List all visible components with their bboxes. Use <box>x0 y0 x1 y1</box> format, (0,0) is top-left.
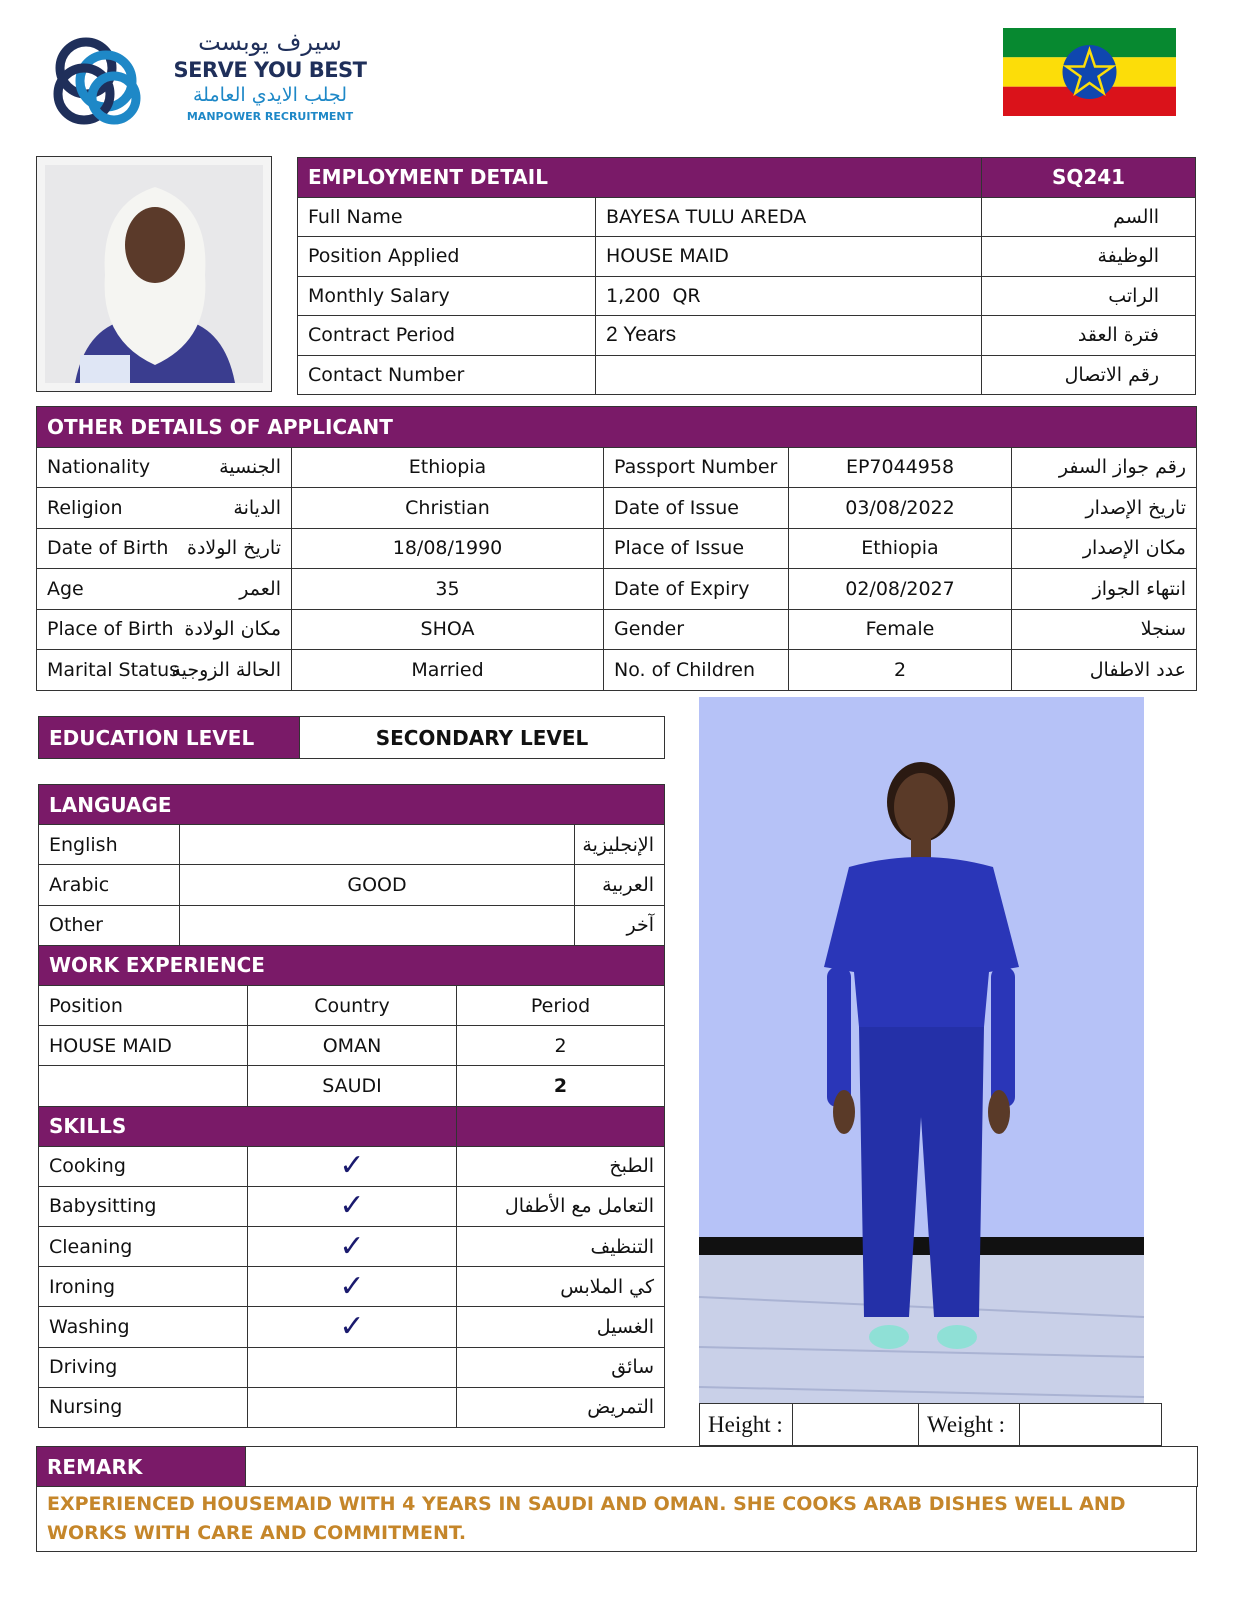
skill-arabic-label: التمريض <box>457 1387 665 1427</box>
work-period: 2 <box>457 1066 665 1106</box>
row-value: 35 <box>292 569 604 610</box>
skill-check-cell <box>248 1267 457 1307</box>
checkmark-icon: ✓ <box>339 1268 365 1304</box>
work-experience-header: WORK EXPERIENCE <box>39 945 665 985</box>
skill-check-cell <box>248 1347 457 1387</box>
employment-header: EMPLOYMENT DETAIL <box>298 158 982 198</box>
row-arabic-label: رقم الاتصال <box>982 355 1196 395</box>
language-header: LANGUAGE <box>39 785 665 825</box>
weight-label: Weight : <box>919 1404 1020 1446</box>
skill-label: Washing <box>39 1307 248 1347</box>
language-value: GOOD <box>180 865 575 905</box>
row-arabic-label-2: انتهاء الجواز <box>1012 569 1197 610</box>
row-value-2: 02/08/2027 <box>789 569 1012 610</box>
work-position: HOUSE MAID <box>39 1026 248 1066</box>
height-weight-table <box>699 1403 1162 1446</box>
skill-label: Driving <box>39 1347 248 1387</box>
table-row <box>39 865 665 905</box>
row-value-2: Female <box>789 609 1012 650</box>
remark-header: REMARK <box>37 1447 246 1487</box>
row-arabic-label: الديانة <box>166 488 292 529</box>
row-value: Christian <box>292 488 604 529</box>
education-header: EDUCATION LEVEL <box>39 717 300 759</box>
skill-check-cell <box>248 1387 457 1427</box>
row-value-2: 03/08/2022 <box>789 488 1012 529</box>
row-label-2: No. of Children <box>604 650 789 691</box>
row-arabic-label: الحالة الزوجية <box>166 650 292 691</box>
skill-check-cell <box>248 1146 457 1186</box>
language-arabic-label: العربية <box>575 865 665 905</box>
language-work-skills-table <box>38 784 665 1428</box>
row-label: Nationality <box>37 447 166 488</box>
skill-check-cell <box>248 1227 457 1267</box>
row-value: HOUSE MAID <box>596 237 982 277</box>
language-value <box>180 905 575 945</box>
skill-label: Nursing <box>39 1387 248 1427</box>
language-label: Arabic <box>39 865 180 905</box>
table-row <box>37 447 1197 488</box>
flag-icon <box>1003 28 1176 116</box>
row-label-2: Date of Issue <box>604 488 789 529</box>
table-row <box>39 985 665 1025</box>
work-position <box>39 1066 248 1106</box>
row-arabic-label-2: رقم جواز السفر <box>1012 447 1197 488</box>
row-arabic-label: الراتب <box>982 276 1196 316</box>
other-details-header: OTHER DETAILS OF APPLICANT <box>37 407 1197 448</box>
logo-arabic-subtitle: لجلب الايدي العاملة <box>192 84 347 106</box>
row-arabic-label-2: تاريخ الإصدار <box>1012 488 1197 529</box>
remark-header-blank <box>246 1447 1198 1487</box>
employment-detail-table <box>297 157 1196 395</box>
row-value: 2 Years <box>596 316 982 356</box>
skill-arabic-label: الطبخ <box>457 1146 665 1186</box>
skills-header-blank <box>457 1106 665 1146</box>
row-label: Full Name <box>298 197 596 237</box>
remark-text: EXPERIENCED HOUSEMAID WITH 4 YEARS IN SAUDI AND OMAN. SHE COOKS ARAB DISHES WELL AND WORKS WITH CARE AND COMMITMENT. <box>36 1486 1197 1552</box>
row-value: 1,200 QR <box>596 276 982 316</box>
work-country: SAUDI <box>248 1066 457 1106</box>
table-row <box>39 1186 665 1226</box>
skill-check-cell <box>248 1186 457 1226</box>
work-period: 2 <box>457 1026 665 1066</box>
skill-arabic-label: كي الملابس <box>457 1267 665 1307</box>
row-label: Age <box>37 569 166 610</box>
skill-label: Babysitting <box>39 1186 248 1226</box>
logo-arabic-title: سيرف يوبست <box>198 28 342 56</box>
table-row <box>37 609 1197 650</box>
row-label: Place of Birth <box>37 609 166 650</box>
table-row <box>39 1387 665 1427</box>
row-label-2: Gender <box>604 609 789 650</box>
language-label: Other <box>39 905 180 945</box>
row-label-2: Place of Issue <box>604 528 789 569</box>
table-row <box>39 1347 665 1387</box>
row-label: Contract Period <box>298 316 596 356</box>
skill-arabic-label: التعامل مع الأطفال <box>457 1186 665 1226</box>
work-column-country: Country <box>248 985 457 1025</box>
row-arabic-label: فترة العقد <box>982 316 1196 356</box>
row-label: Monthly Salary <box>298 276 596 316</box>
applicant-full-body-photo <box>699 697 1144 1403</box>
row-value-2: Ethiopia <box>789 528 1012 569</box>
table-row <box>298 355 1196 395</box>
row-arabic-label: مكان الولادة <box>166 609 292 650</box>
row-arabic-label: تاريخ الولادة <box>166 528 292 569</box>
row-value: BAYESA TULU AREDA <box>596 197 982 237</box>
table-row <box>39 1267 665 1307</box>
checkmark-icon: ✓ <box>339 1309 365 1345</box>
table-row <box>39 1146 665 1186</box>
row-arabic-label-2: سنجلا <box>1012 609 1197 650</box>
row-label: Religion <box>37 488 166 529</box>
row-value: Ethiopia <box>292 447 604 488</box>
row-arabic-label-2: مكان الإصدار <box>1012 528 1197 569</box>
skill-label: Ironing <box>39 1267 248 1307</box>
table-row <box>39 1026 665 1066</box>
row-label-2: Passport Number <box>604 447 789 488</box>
education-table <box>38 716 665 759</box>
row-arabic-label: العمر <box>166 569 292 610</box>
row-arabic-label: االسم <box>982 197 1196 237</box>
language-label: English <box>39 825 180 865</box>
skills-header: SKILLS <box>39 1106 457 1146</box>
table-row <box>37 488 1197 529</box>
education-value: SECONDARY LEVEL <box>300 717 665 759</box>
row-arabic-label: الوظيفة <box>982 237 1196 277</box>
remark-table <box>36 1446 1198 1487</box>
height-label: Height : <box>700 1404 793 1446</box>
table-row <box>37 650 1197 691</box>
skill-label: Cooking <box>39 1146 248 1186</box>
work-column-period: Period <box>457 985 665 1025</box>
table-row <box>37 569 1197 610</box>
table-row <box>39 1227 665 1267</box>
other-details-table <box>36 406 1197 691</box>
row-arabic-label-2: عدد الاطفال <box>1012 650 1197 691</box>
language-arabic-label: آخر <box>575 905 665 945</box>
table-row <box>39 1307 665 1347</box>
row-value: Married <box>292 650 604 691</box>
skill-check-cell <box>248 1307 457 1347</box>
skill-arabic-label: الغسيل <box>457 1307 665 1347</box>
table-row <box>298 237 1196 277</box>
row-label: Contact Number <box>298 355 596 395</box>
row-arabic-label: الجنسية <box>166 447 292 488</box>
row-value-2: EP7044958 <box>789 447 1012 488</box>
row-label: Marital Status <box>37 650 166 691</box>
work-column-position: Position <box>39 985 248 1025</box>
row-label: Date of Birth <box>37 528 166 569</box>
ethiopia-flag <box>1003 28 1176 116</box>
company-logo <box>36 26 386 136</box>
table-row <box>37 528 1197 569</box>
table-row <box>39 825 665 865</box>
language-arabic-label: الإنجليزية <box>575 825 665 865</box>
applicant-headshot <box>36 156 272 392</box>
row-label: Position Applied <box>298 237 596 277</box>
row-value-2: 2 <box>789 650 1012 691</box>
checkmark-icon: ✓ <box>339 1148 365 1184</box>
table-row <box>39 1066 665 1106</box>
logo-english-subtitle: MANPOWER RECRUITMENT <box>186 110 354 123</box>
table-row <box>298 276 1196 316</box>
row-value: SHOA <box>292 609 604 650</box>
height-value <box>793 1404 919 1446</box>
checkmark-icon: ✓ <box>339 1228 365 1264</box>
checkmark-icon: ✓ <box>339 1188 365 1224</box>
work-country: OMAN <box>248 1026 457 1066</box>
skill-label: Cleaning <box>39 1227 248 1267</box>
row-value <box>596 355 982 395</box>
logo-english-title: SERVE YOU BEST <box>173 58 367 82</box>
table-row <box>298 197 1196 237</box>
weight-value <box>1020 1404 1162 1446</box>
table-row <box>39 905 665 945</box>
table-row <box>298 316 1196 356</box>
skill-arabic-label: سائق <box>457 1347 665 1387</box>
language-value <box>180 825 575 865</box>
row-label-2: Date of Expiry <box>604 569 789 610</box>
row-value: 18/08/1990 <box>292 528 604 569</box>
applicant-code: SQ241 <box>982 158 1196 198</box>
skill-arabic-label: التنظيف <box>457 1227 665 1267</box>
